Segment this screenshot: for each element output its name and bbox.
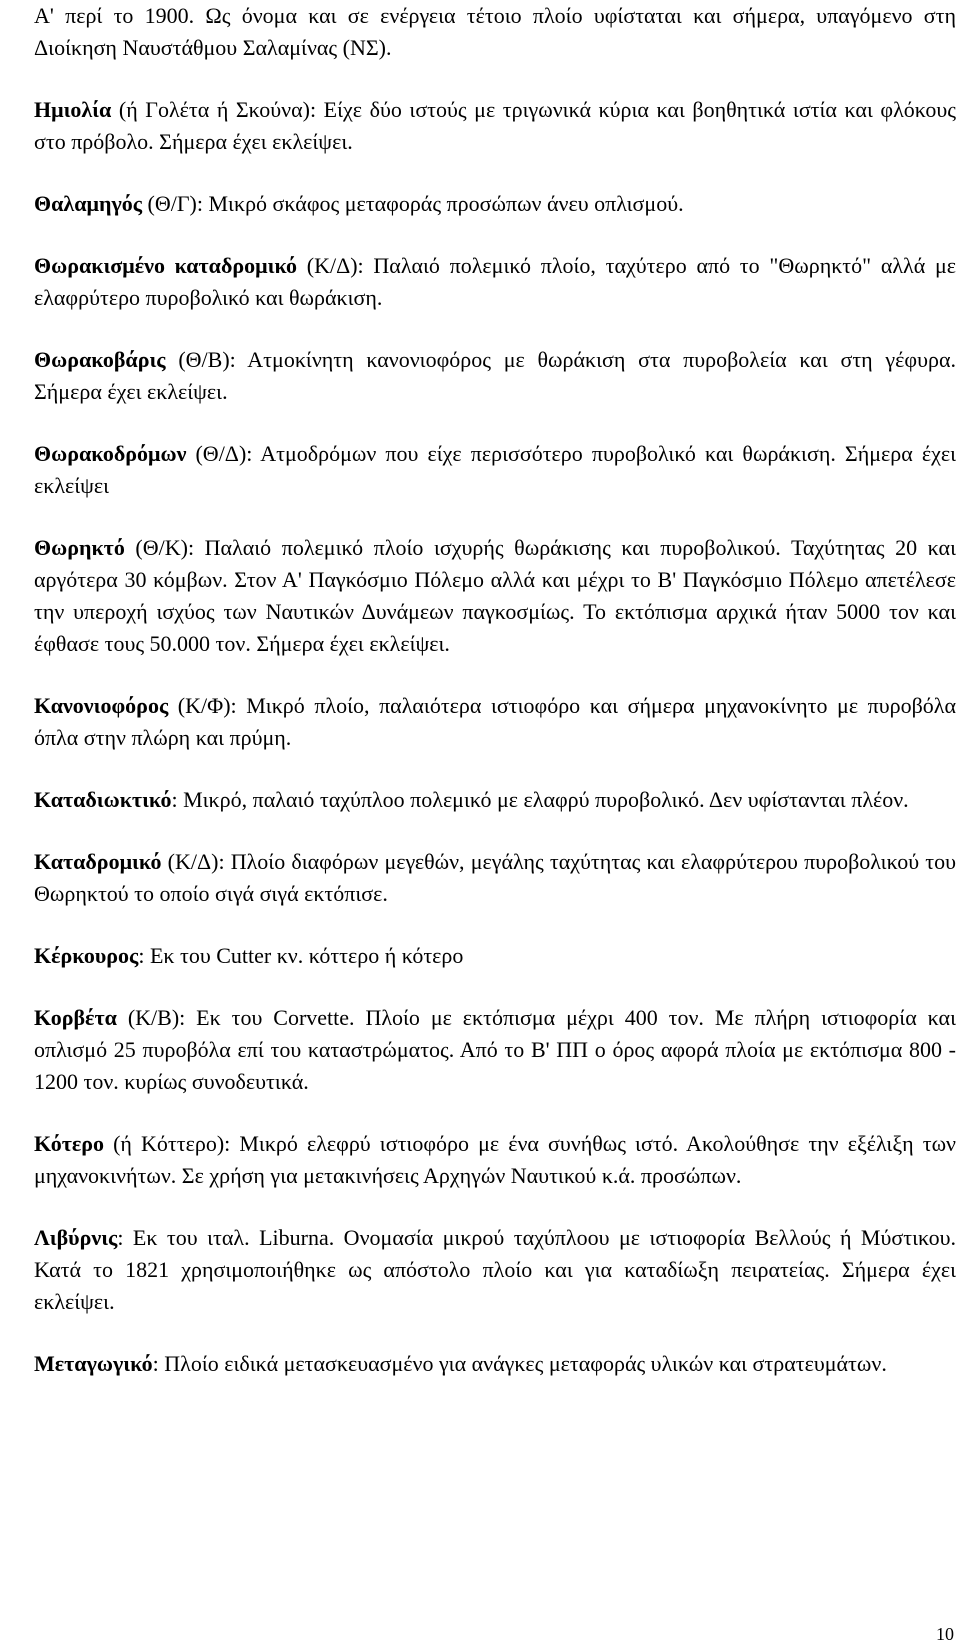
entry-term: Θωρακοδρόμων: [34, 441, 187, 466]
entry-term: Ημιολία: [34, 97, 112, 122]
entry-term: Θωρακισμένο καταδρομικό: [34, 253, 298, 278]
entry-definition: : Πλοίο ειδικά μετασκευασμένο για ανάγκες μεταφοράς υλικών και στρατευμάτων.: [152, 1351, 887, 1376]
entry-definition: (Κ/Δ): Πλοίο διαφόρων μεγεθών, μεγάλης ταχύτητας και ελαφρύτερου πυροβολικού του Θωρηκτού το οποίο σιγά σιγά εκτόπισε.: [34, 849, 956, 906]
entry-definition: (ή Κόττερο): Μικρό ελεφρύ ιστιοφόρο με ένα συνήθως ιστό. Ακολούθησε την εξέλιξη των μηχανοκινήτων. Σε χρήση για μετακινήσεις Αρχηγών Ναυτικού κ.ά. προσώπων.: [34, 1131, 956, 1188]
entry-definition: (Θ/Δ): Ατμοδρόμων που είχε περισσότερο πυροβολικό και θωράκιση. Σήμερα έχει εκλείψει: [34, 441, 956, 498]
intro-paragraph: Α' περί το 1900. Ως όνομα και σε ενέργεια τέτοιο πλοίο υφίσταται και σήμερα, υπαγόμενο στη Διοίκηση Ναυστάθμου Σαλαμίνας (ΝΣ).: [34, 3, 956, 60]
entry-term: Θαλαμηγός: [34, 191, 143, 216]
glossary-entry: [34, 846, 956, 910]
entry-term: Καταδρομικό: [34, 849, 162, 874]
entry-definition: (Θ/Γ): Μικρό σκάφος μεταφοράς προσώπων άνευ οπλισμού.: [142, 191, 684, 216]
glossary-entry: [34, 344, 956, 408]
entry-term: Κέρκουρος: [34, 943, 139, 968]
entry-definition: (Θ/Β): Ατμοκίνητη κανονιοφόρος με θωράκιση στα πυροβολεία και στη γέφυρα. Σήμερα έχει εκλείψει.: [34, 347, 956, 404]
entry-definition: : Εκ του ιταλ. Liburna. Ονομασία μικρού ταχύπλοου με ιστιοφορία Βελλούς ή Μύστικου. Κατά το 1821 χρησιμοποιήθηκε ως απόστολο πλοίο και για καταδίωξη πειρατείας. Σήμερα έχει εκλείψει.: [34, 1225, 956, 1314]
glossary-entry: [34, 1002, 956, 1098]
glossary-entry: [34, 1348, 956, 1380]
entry-term: Κανονιοφόρος: [34, 693, 169, 718]
entry-term: Θωρακοβάρις: [34, 347, 166, 372]
glossary-entry: [34, 94, 956, 158]
entry-term: Καταδιωκτικό: [34, 787, 172, 812]
entry-definition: (Κ/Δ): Παλαιό πολεμικό πλοίο, ταχύτερο από το "Θωρηκτό" αλλά με ελαφρύτερο πυροβολικό και θωράκιση.: [34, 253, 956, 310]
entry-term: Κορβέτα: [34, 1005, 117, 1030]
entry-term: Κότερο: [34, 1131, 105, 1156]
glossary-entry: [34, 940, 956, 972]
entry-definition: (Θ/Κ): Παλαιό πολεμικό πλοίο ισχυρής θωράκισης και πυροβολικού. Ταχύτητας 20 και αργότερα 30 κόμβων. Στον Α' Παγκόσμιο Πόλεμο αλλά και μέχρι το Β' Παγκόσμιο Πόλεμο απετέλεσε την υπεροχή ισχύος των Ναυτικών Δυνάμεων παγκοσμίως. Το εκτόπισμα αρχικά ήταν 5000 τον και έφθασε τους 50.000 τον. Σήμερα έχει εκλείψει.: [34, 535, 956, 656]
glossary-entry: [34, 250, 956, 314]
glossary-entry: [34, 1222, 956, 1318]
entry-definition: (Κ/Φ): Μικρό πλοίο, παλαιότερα ιστιοφόρο και σήμερα μηχανοκίνητο με πυροβόλα όπλα στην πλώρη και πρύμη.: [34, 693, 956, 750]
entry-term: Λιβύρνις: [34, 1225, 118, 1250]
glossary-entry: [34, 438, 956, 502]
glossary-entry: [34, 690, 956, 754]
entry-definition: (Κ/Β): Εκ του Corvette. Πλοίο με εκτόπισμα μέχρι 400 τον. Με πλήρη ιστιοφορία και οπλισμό 25 πυροβόλα επί του καταστρώματος. Από το Β' ΠΠ ο όρος αφορά πλοία με εκτόπισμα 800 - 1200 τον. κυρίως συνοδευτικά.: [34, 1005, 956, 1094]
glossary-entry: [34, 784, 956, 816]
entry-definition: (ή Γολέτα ή Σκούνα): Είχε δύο ιστούς με τριγωνικά κύρια και βοηθητικά ιστία και φλόκους στο πρόβολο. Σήμερα έχει εκλείψει.: [34, 97, 956, 154]
entry-definition: : Εκ του Cutter κν. κόττερο ή κότερο: [138, 943, 464, 968]
glossary-entry: [34, 188, 956, 220]
entry-term: Θωρηκτό: [34, 535, 125, 560]
glossary-content: [34, 0, 956, 1410]
glossary-entry: [34, 1128, 956, 1192]
glossary-entry: [34, 532, 956, 660]
page-number: 10: [936, 1624, 954, 1644]
entry-definition: : Μικρό, παλαιό ταχύπλοο πολεμικό με ελαφρύ πυροβολικό. Δεν υφίστανται πλέον.: [171, 787, 909, 812]
entry-term: Μεταγωγικό: [34, 1351, 153, 1376]
